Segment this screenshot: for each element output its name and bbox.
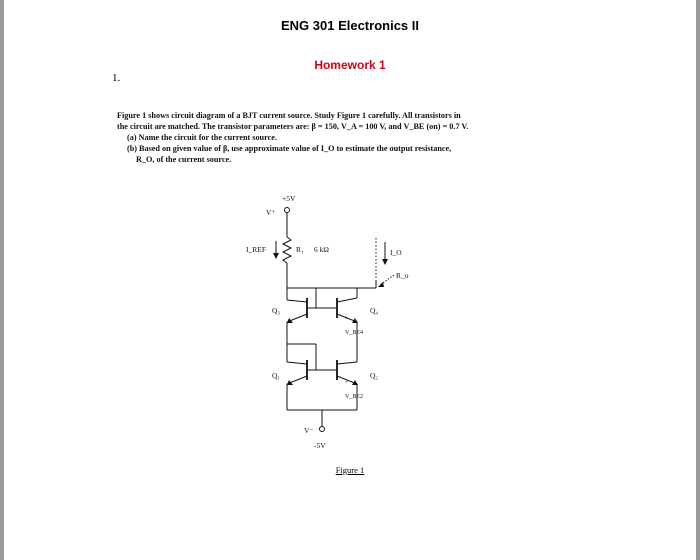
v-plus-label: V⁺ xyxy=(266,208,276,217)
r-out-arrow-head xyxy=(378,282,384,287)
question-part-b-line-1: (b) Based on given value of β, use approximate value of I_O to estimate the output resistance, xyxy=(127,144,452,153)
question-number: 1. xyxy=(112,72,121,84)
question-paragraph-line-2: the circuit are matched. The transistor parameters are: β = 150, V_A = 100 V, and V_BE (on) = 0.7 V. xyxy=(117,122,469,131)
i-ref-label: I_REF xyxy=(246,245,267,254)
question-part-a: (a) Name the circuit for the current source. xyxy=(127,133,277,142)
i-ref-arrow-head xyxy=(273,253,279,259)
figure-caption: Figure 1 xyxy=(335,465,365,475)
question-part-b-line-2: R_O, of the current source. xyxy=(136,155,232,164)
q2-label: Q₂ xyxy=(370,371,379,380)
v-plus-terminal xyxy=(285,208,290,213)
q2-collector xyxy=(337,362,357,364)
vbe2-label: V_BE2 xyxy=(345,394,363,400)
i-out-arrow-head xyxy=(382,259,388,265)
svg-text:+: + xyxy=(345,380,349,386)
q4-label: Q₄ xyxy=(370,306,379,315)
vbe4-label: V_BE4 xyxy=(345,330,363,336)
course-title: ENG 301 Electronics II xyxy=(280,18,419,33)
q1-collector xyxy=(287,362,307,364)
i-out-label: I_O xyxy=(390,248,402,257)
homework-title: Homework 1 xyxy=(314,58,386,72)
q3-label: Q₃ xyxy=(272,306,281,315)
q3-emitter-arrow xyxy=(287,318,293,323)
resistor-value-label: 6 kΩ xyxy=(314,245,329,254)
supply-positive-label: +5V xyxy=(282,194,296,203)
q4-collector xyxy=(337,298,357,302)
question-paragraph-line-1: Figure 1 shows circuit diagram of a BJT current source. Study Figure 1 carefully. All transistors in xyxy=(117,111,461,120)
resistor-name-label: R₁ xyxy=(296,245,304,254)
resistor-r1 xyxy=(283,237,291,263)
r-out-label: R_o xyxy=(396,271,409,280)
q1-emitter-arrow xyxy=(287,380,293,385)
v-minus-terminal xyxy=(320,427,325,432)
v-minus-label: V⁻ xyxy=(304,426,314,435)
q1-label: Q₁ xyxy=(272,371,281,380)
q3-collector xyxy=(287,300,307,302)
svg-text:+: + xyxy=(345,316,349,322)
supply-negative-label: -5V xyxy=(314,441,326,450)
